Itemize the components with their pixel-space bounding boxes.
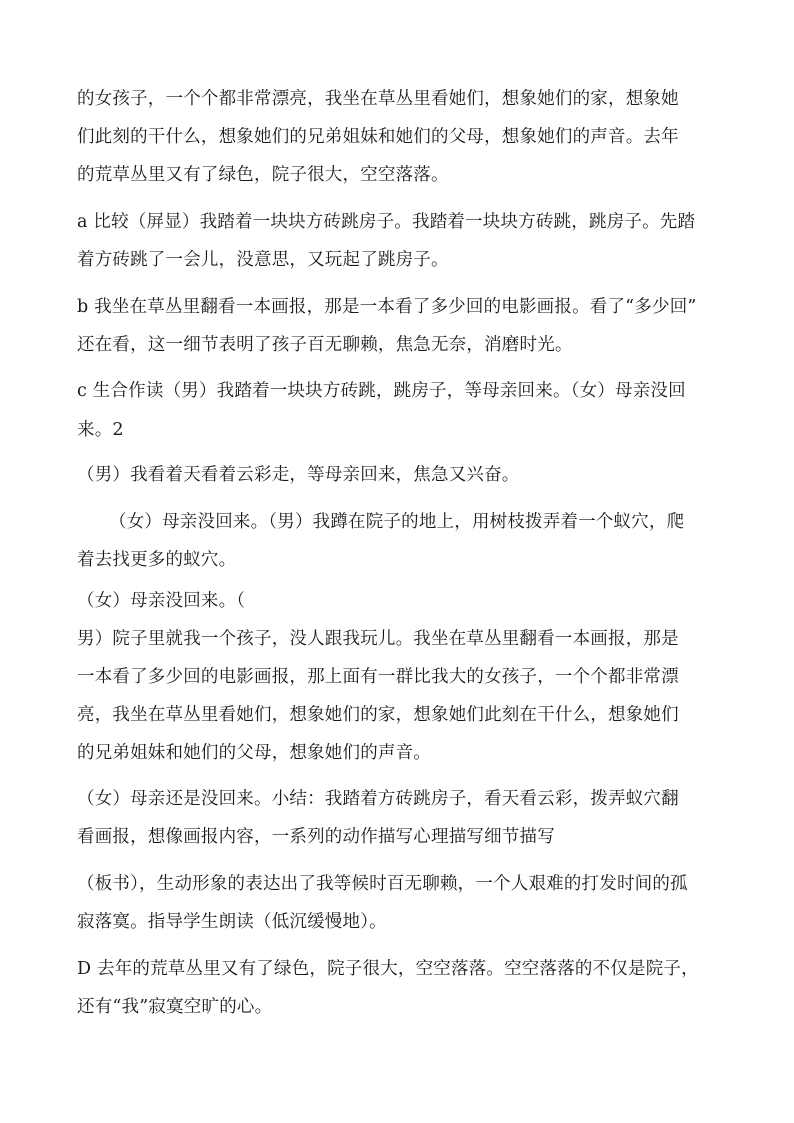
text-line-10: （男）我看着天看着云彩走，等母亲回来，焦急又兴奋。 (77, 465, 520, 485)
text-line-7: 还在看，这一细节表明了孩子百无聊赖，焦急无奈，消磨时光。 (77, 335, 573, 355)
text-line-1: 的女孩子，一个个都非常漂亮，我坐在草丛里看她们，想象她们的家，想象她 (77, 89, 679, 109)
text-line-16: 亮，我坐在草丛里看她们，想象她们的家，想象她们此刻在干什么，想象她们 (77, 705, 679, 725)
text-line-22: D 去年的荒草丛里又有了绿色，院子很大，空空落落。空空落落的不仅是院子， (77, 959, 699, 979)
text-line-2: 们此刻的干什么，想象她们的兄弟姐妹和她们的父母，想象她们的声音。去年 (77, 127, 679, 147)
text-line-4: a 比较（屏显）我踏着一块块方砖跳房子。我踏着一块块方砖跳，跳房子。先踏 (77, 212, 696, 232)
text-line-5: 着方砖跳了一会儿，没意思，又玩起了跳房子。 (77, 250, 449, 270)
text-line-13: （女）母亲没回来。（ (77, 591, 246, 611)
text-line-14: 男）院子里就我一个孩子，没人跟我玩儿。我坐在草丛里翻看一本画报，那是 (77, 629, 679, 649)
text-line-11: （女）母亲没回来。（男）我蹲在院子的地上，用树枝拨弄着一个蚁穴，爬 (109, 512, 685, 532)
text-line-18: （女）母亲还是没回来。小结：我踏着方砖跳房子，看天看云彩，拨弄蚁穴翻 (77, 789, 679, 809)
text-line-21: 寂落寞。指导学生朗读（低沉缓慢地）。 (77, 912, 387, 932)
text-line-15: 一本看了多少回的电影画报，那上面有一群比我大的女孩子，一个个都非常漂 (77, 667, 679, 687)
text-line-19: 看画报，想像画报内容，一系列的动作描写心理描写细节描写 (77, 827, 555, 847)
text-line-20: （板书），生动形象的表达出了我等候时百无聊赖，一个人艰难的打发时间的孤 (77, 874, 688, 894)
text-line-9: 来。2 (77, 420, 124, 440)
text-line-8: c 生合作读（男）我踏着一块块方砖跳，跳房子，等母亲回来。（女）母亲没回 (77, 381, 686, 401)
text-line-6: b 我坐在草丛里翻看一本画报，那是一本看了多少回的电影画报。看了“多少回” (77, 297, 697, 317)
text-line-3: 的荒草丛里又有了绿色，院子很大，空空落落。 (77, 165, 449, 185)
text-line-23: 还有“我”寂寞空旷的心。 (77, 997, 273, 1017)
text-line-17: 的兄弟姐妹和她们的父母，想象她们的声音。 (77, 743, 431, 763)
text-line-12: 着去找更多的蚁穴。 (77, 550, 237, 570)
